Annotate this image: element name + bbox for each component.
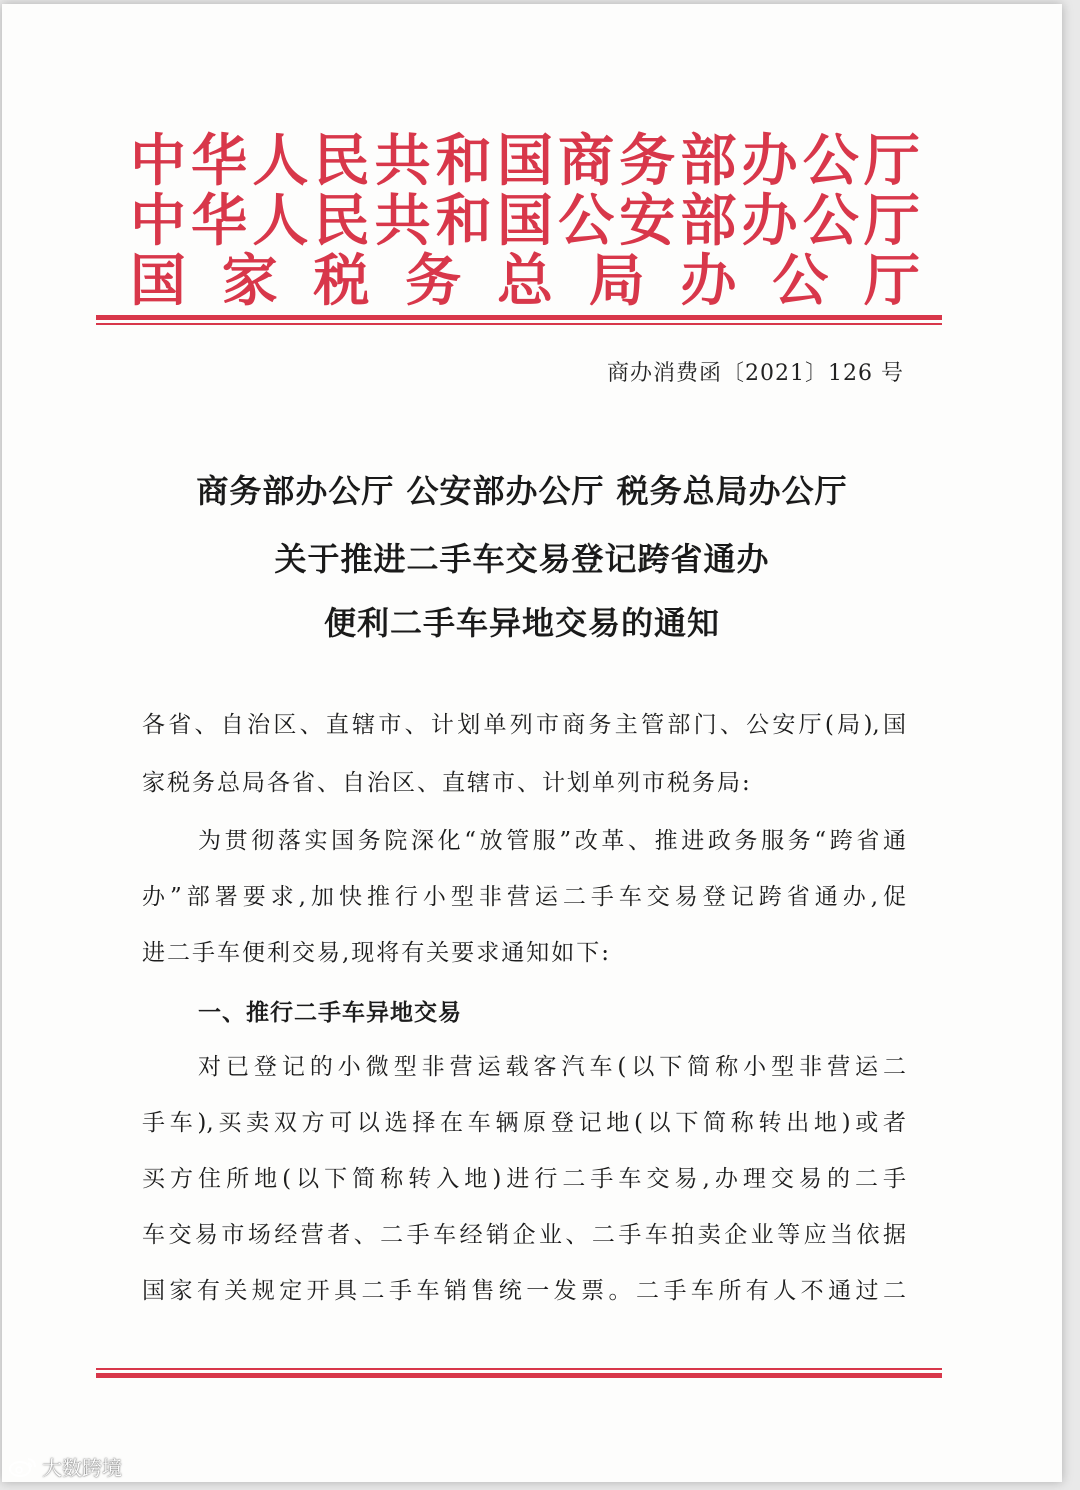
header-char: 国 [130,249,186,314]
header-char: 务 [405,249,462,314]
header-char: 和 [435,129,492,194]
header-char: 共 [374,129,431,194]
header-char: 人 [252,129,309,194]
watermark-text: 大数跨境 [42,1456,122,1480]
addressee-line-1: 各省、自治区、直辖市、计划单列市商务主管部门、公安厅(局),国 [142,712,906,738]
header-char: 商 [558,129,615,194]
header-char: 中 [130,189,186,254]
header-char: 安 [619,189,676,254]
section-1-line-5: 国家有关规定开具二手车销售统一发票。二手车所有人不通过二 [142,1278,906,1304]
weibo-logo-icon [8,1456,38,1478]
header-char: 公 [772,249,829,314]
section-1-line-2: 手车),买卖双方可以选择在车辆原登记地(以下简称转出地)或者 [142,1110,906,1136]
header-char: 公 [802,189,859,254]
header-char: 公 [558,189,615,254]
header-line-1 [130,130,920,194]
header-char: 国 [496,189,553,254]
document-page [2,4,1062,1482]
header-line-2 [130,190,920,254]
header-char: 家 [221,249,278,314]
intro-line-3: 进二手车便利交易,现将有关要求通知如下: [142,940,612,966]
header-char: 部 [680,129,737,194]
title-line-1: 商务部办公厅 公安部办公厅 税务总局办公厅 [196,472,848,510]
header-char: 务 [619,129,676,194]
header-char: 人 [252,189,309,254]
header-rule-thin [96,323,942,325]
header-char: 共 [374,189,431,254]
header-rule-thick [96,315,942,320]
header-char: 公 [802,129,859,194]
header-char: 总 [497,249,553,314]
header-char: 税 [313,249,370,314]
header-char: 国 [496,129,553,194]
header-char: 厅 [863,189,920,254]
intro-line-1: 为贯彻落实国务院深化“放管服”改革、推进政务服务“跨省通 [198,828,906,854]
title-line-3: 便利二手车异地交易的通知 [323,604,720,642]
section-1-line-4: 车交易市场经营者、二手车经销企业、二手车拍卖企业等应当依据 [142,1222,906,1248]
footer-rule-thin [96,1368,942,1370]
section-1-heading: 一、推行二手车异地交易 [198,1000,462,1026]
header-char: 民 [313,129,370,194]
header-char: 办 [680,249,737,314]
header-char: 和 [435,189,492,254]
title-line-2: 关于推进二手车交易登记跨省通办 [274,540,770,578]
header-char: 部 [680,189,737,254]
header-char: 局 [588,249,645,314]
document-number: 商办消费函〔2021〕126 号 [607,361,904,386]
intro-line-2: 办”部署要求,加快推行小型非营运二手车交易登记跨省通办,促 [142,884,906,910]
header-char: 民 [313,189,370,254]
addressee-line-2: 家税务总局各省、自治区、直辖市、计划单列市税务局: [142,770,752,796]
header-line-3 [130,250,920,314]
footer-rule-thick [96,1373,942,1378]
header-char: 办 [741,189,798,254]
header-char: 中 [130,129,186,194]
header-char: 厅 [863,129,920,194]
header-char: 华 [191,129,248,194]
watermark [8,1452,122,1481]
header-char: 华 [191,189,248,254]
header-char: 厅 [864,249,920,314]
header-char: 办 [741,129,798,194]
section-1-line-1: 对已登记的小微型非营运载客汽车(以下简称小型非营运二 [198,1054,906,1080]
section-1-line-3: 买方住所地(以下简称转入地)进行二手车交易,办理交易的二手 [142,1166,906,1192]
